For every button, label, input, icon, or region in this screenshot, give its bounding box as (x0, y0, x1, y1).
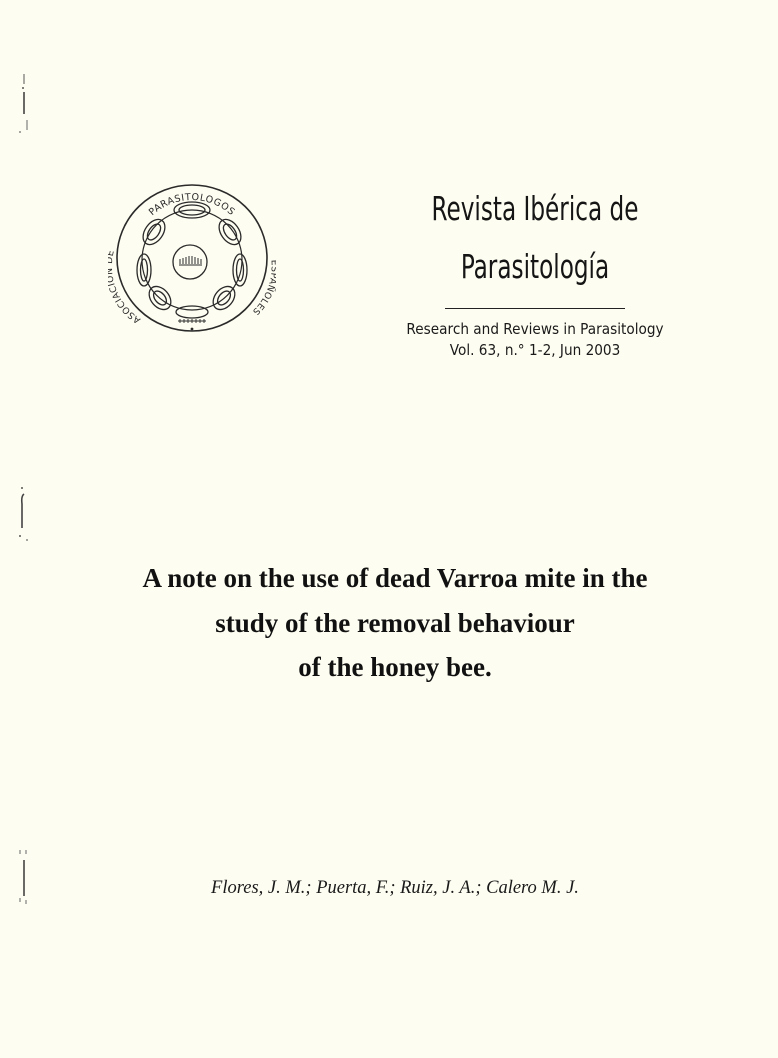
svg-text:ESPAÑOLES (250, 260, 276, 317)
article-title (60, 556, 730, 690)
article-title-line-3: of the honey bee. (298, 652, 492, 682)
journal-title-line-2: Parasitología (460, 247, 610, 286)
svg-text:ASOCIACION DE (108, 249, 143, 325)
authors-line: Flores, J. M.; Puerta, F.; Ruiz, J. A.; Calero M. J. (211, 878, 579, 898)
seal-left-text: ASOCIACI (108, 281, 143, 325)
seal-right-text: ÑOLES (249, 283, 276, 317)
association-seal-logo (108, 178, 276, 338)
article-title-line-2: study of the removal behaviour (215, 607, 575, 638)
journal-volume: Vol. 63, n.° 1-2, Jun 2003 (449, 341, 621, 359)
journal-header (370, 180, 700, 361)
journal-subtitle: Research and Reviews in Parasitology (406, 320, 664, 338)
staple-mark-middle (18, 482, 30, 546)
article-title-line-1: A note on the use of dead Varroa mite in the (142, 563, 648, 593)
seal-top-text: PARASITOLOGOS (146, 191, 238, 219)
staple-mark-bottom (18, 846, 30, 908)
header-divider (445, 308, 625, 309)
journal-title-line-1: Revista Ibérica de (431, 189, 639, 228)
staple-mark-top (18, 72, 30, 136)
